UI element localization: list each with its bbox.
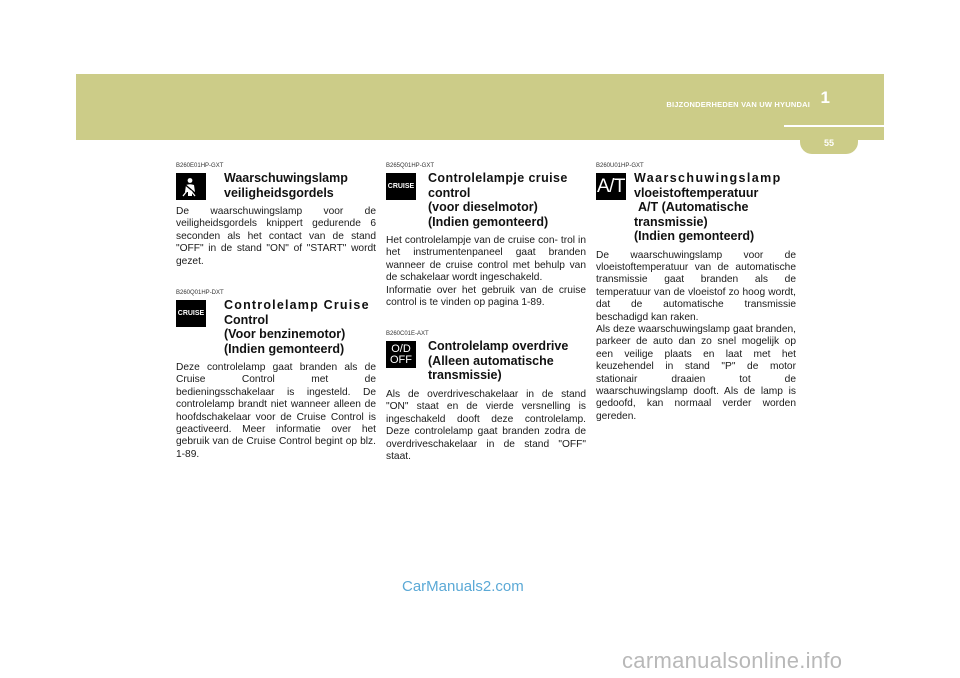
chapter-number: 1 — [820, 88, 830, 107]
site-footer: carmanualsonline.info — [622, 648, 843, 673]
section-seatbelt-warning — [176, 163, 376, 268]
section-header-title: BIJZONDERHEDEN VAN UW HYUNDAI — [666, 100, 810, 109]
at-temperature-icon: A/T — [596, 173, 626, 200]
section-overdrive — [386, 331, 586, 463]
column-2 — [386, 163, 586, 463]
section-code: B260E01HP-GXT — [176, 163, 224, 169]
section-body: Deze controlelamp gaat branden als de Cruise Control met de bedieningsschakelaar is ingesteld. De controlelamp brandt niet wanneer alleen de hoofdschakelaar voor de Cruise Control is geactiveerd. Meer informatie over het gebruik van de Cruise Control begint op blz. 1-89. — [176, 362, 376, 460]
overdrive-off-icon: O/D OFF — [386, 341, 416, 368]
section-title: Waarschuwingslamp veiligheidsgordels — [224, 171, 348, 200]
seatbelt-icon — [176, 173, 206, 200]
section-title: Waarschuwingslamp vloeistoftemperatuur A/T (Automatische transmissie) (Indien gemonteerd) — [634, 171, 782, 243]
section-body: De waarschuwingslamp voor de vloeistoftemperatuur van de automatische transmissie gaat branden als de temperatuur van de vloeistof zo hoog wordt, dat de automatische transmissie beschadigd kan raken. Als deze waarschuwingslamp gaat branden, parkeer de auto dan zo snel mogelijk op een veilige plaats en laat met het keuzehendel in stand "P" de motor stationair draaien tot de waarschuwingslamp dooft. Als de lamp is gedoofd, kan normaal verder worden gereden. — [596, 249, 796, 422]
section-title: Controlelampje cruise control (voor dieselmotor) (Indien gemonteerd) — [428, 171, 568, 229]
section-body: De waarschuwingslamp voor de veiligheidsgordels knippert gedurende 6 seconden als het contact van de stand "OFF" in de stand "ON" of "START" wordt gezet. — [176, 206, 376, 267]
section-cruise-petrol — [176, 290, 376, 461]
page-number: 55 — [800, 128, 858, 154]
column-3 — [596, 163, 796, 423]
section-body: Het controlelampje van de cruise con- trol in het instrumentenpaneel gaat branden wanneer de cruise control met behulp van de schakelaar wordt ingeschakeld. Informatie over het gebruik van de cruise control is te vinden op pagina 1-89. — [386, 235, 586, 309]
section-code: B260U01HP-GXT — [596, 163, 644, 169]
section-code: B260Q01HP-DXT — [176, 290, 224, 297]
cruise-icon: CRUISE — [386, 173, 416, 200]
header-divider — [784, 125, 884, 127]
section-body: Als de overdriveschakelaar in de stand "ON" staat en de vierde versnelling is ingeschakeld dooft deze controlelamp. Deze controlelamp gaat branden zodra de overdriveschakelaar in de stand "OFF" staat. — [386, 388, 586, 462]
section-code: B260C01E-AXT — [386, 331, 429, 338]
section-at-fluid-temp — [596, 163, 796, 423]
section-title: Controlelamp Cruise Control (Voor benzinemotor) (Indien gemonteerd) — [224, 298, 370, 356]
cruise-icon: CRUISE — [176, 300, 206, 327]
section-cruise-diesel — [386, 163, 586, 309]
watermark-logo: CarManuals2.com — [402, 578, 524, 595]
header-band — [76, 74, 884, 140]
section-code: B265Q01HP-GXT — [386, 163, 435, 169]
section-title: Controlelamp overdrive (Alleen automatische transmissie) — [428, 339, 569, 383]
column-1 — [176, 163, 376, 461]
